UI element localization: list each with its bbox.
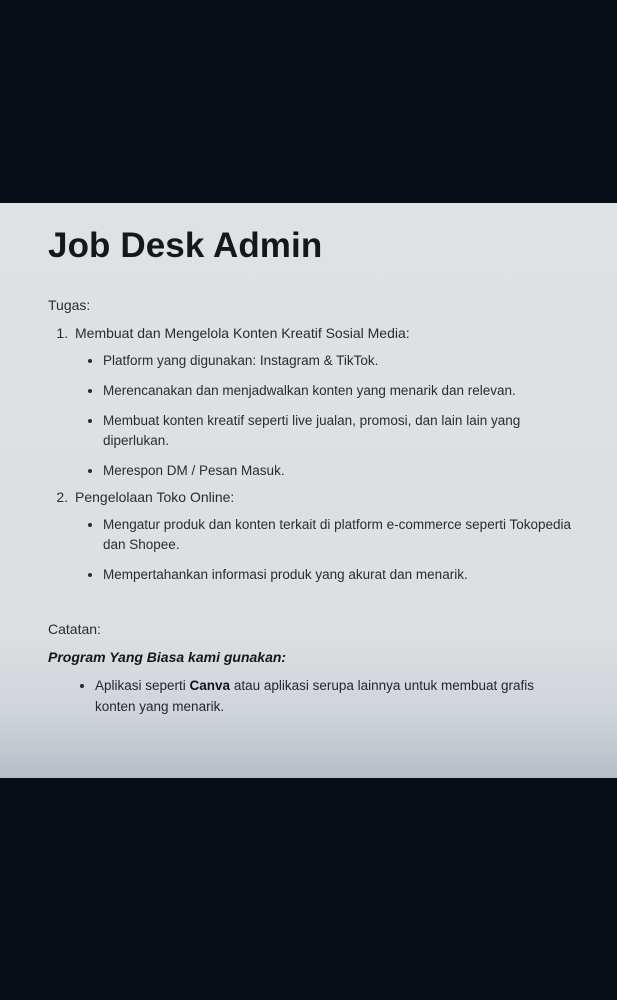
document-title: Job Desk Admin <box>48 226 323 265</box>
catatan-label: Catatan: <box>48 621 101 637</box>
task-label: Membuat dan Mengelola Konten Kreatif Sosial Media: <box>75 325 410 341</box>
task-sub-list <box>75 515 577 585</box>
tools-list <box>48 675 577 717</box>
task-item <box>72 487 577 585</box>
tools-suffix: atau aplikasi serupa lainnya untuk membuat grafis konten yang menarik. <box>95 678 534 714</box>
program-heading: Program Yang Biasa kami gunakan: <box>48 649 287 665</box>
task-label: Pengelolaan Toko Online: <box>75 489 235 505</box>
task-item <box>72 323 577 481</box>
task-list <box>48 323 577 585</box>
task-sub-list <box>75 351 577 481</box>
document-page <box>0 203 617 778</box>
sub-item: • Merencanakan dan menjadwalkan konten yang menarik dan relevan. <box>103 381 577 401</box>
tools-highlight: Canva <box>189 678 231 693</box>
sub-item: • Mempertahankan informasi produk yang akurat dan menarik. <box>103 565 577 585</box>
tugas-label: Tugas: <box>48 297 91 313</box>
sub-item: • Merespon DM / Pesan Masuk. <box>103 461 577 481</box>
sub-item: • Platform yang digunakan: Instagram & TikTok. <box>103 351 577 371</box>
tools-prefix: Aplikasi seperti <box>95 678 190 693</box>
sub-item: • Mengatur produk dan konten terkait di platform e-commerce seperti Tokopedia dan Shopee. <box>103 515 577 555</box>
tools-item <box>95 675 577 717</box>
sub-item: • Membuat konten kreatif seperti live jualan, promosi, dan lain lain yang diperlukan. <box>103 411 577 451</box>
